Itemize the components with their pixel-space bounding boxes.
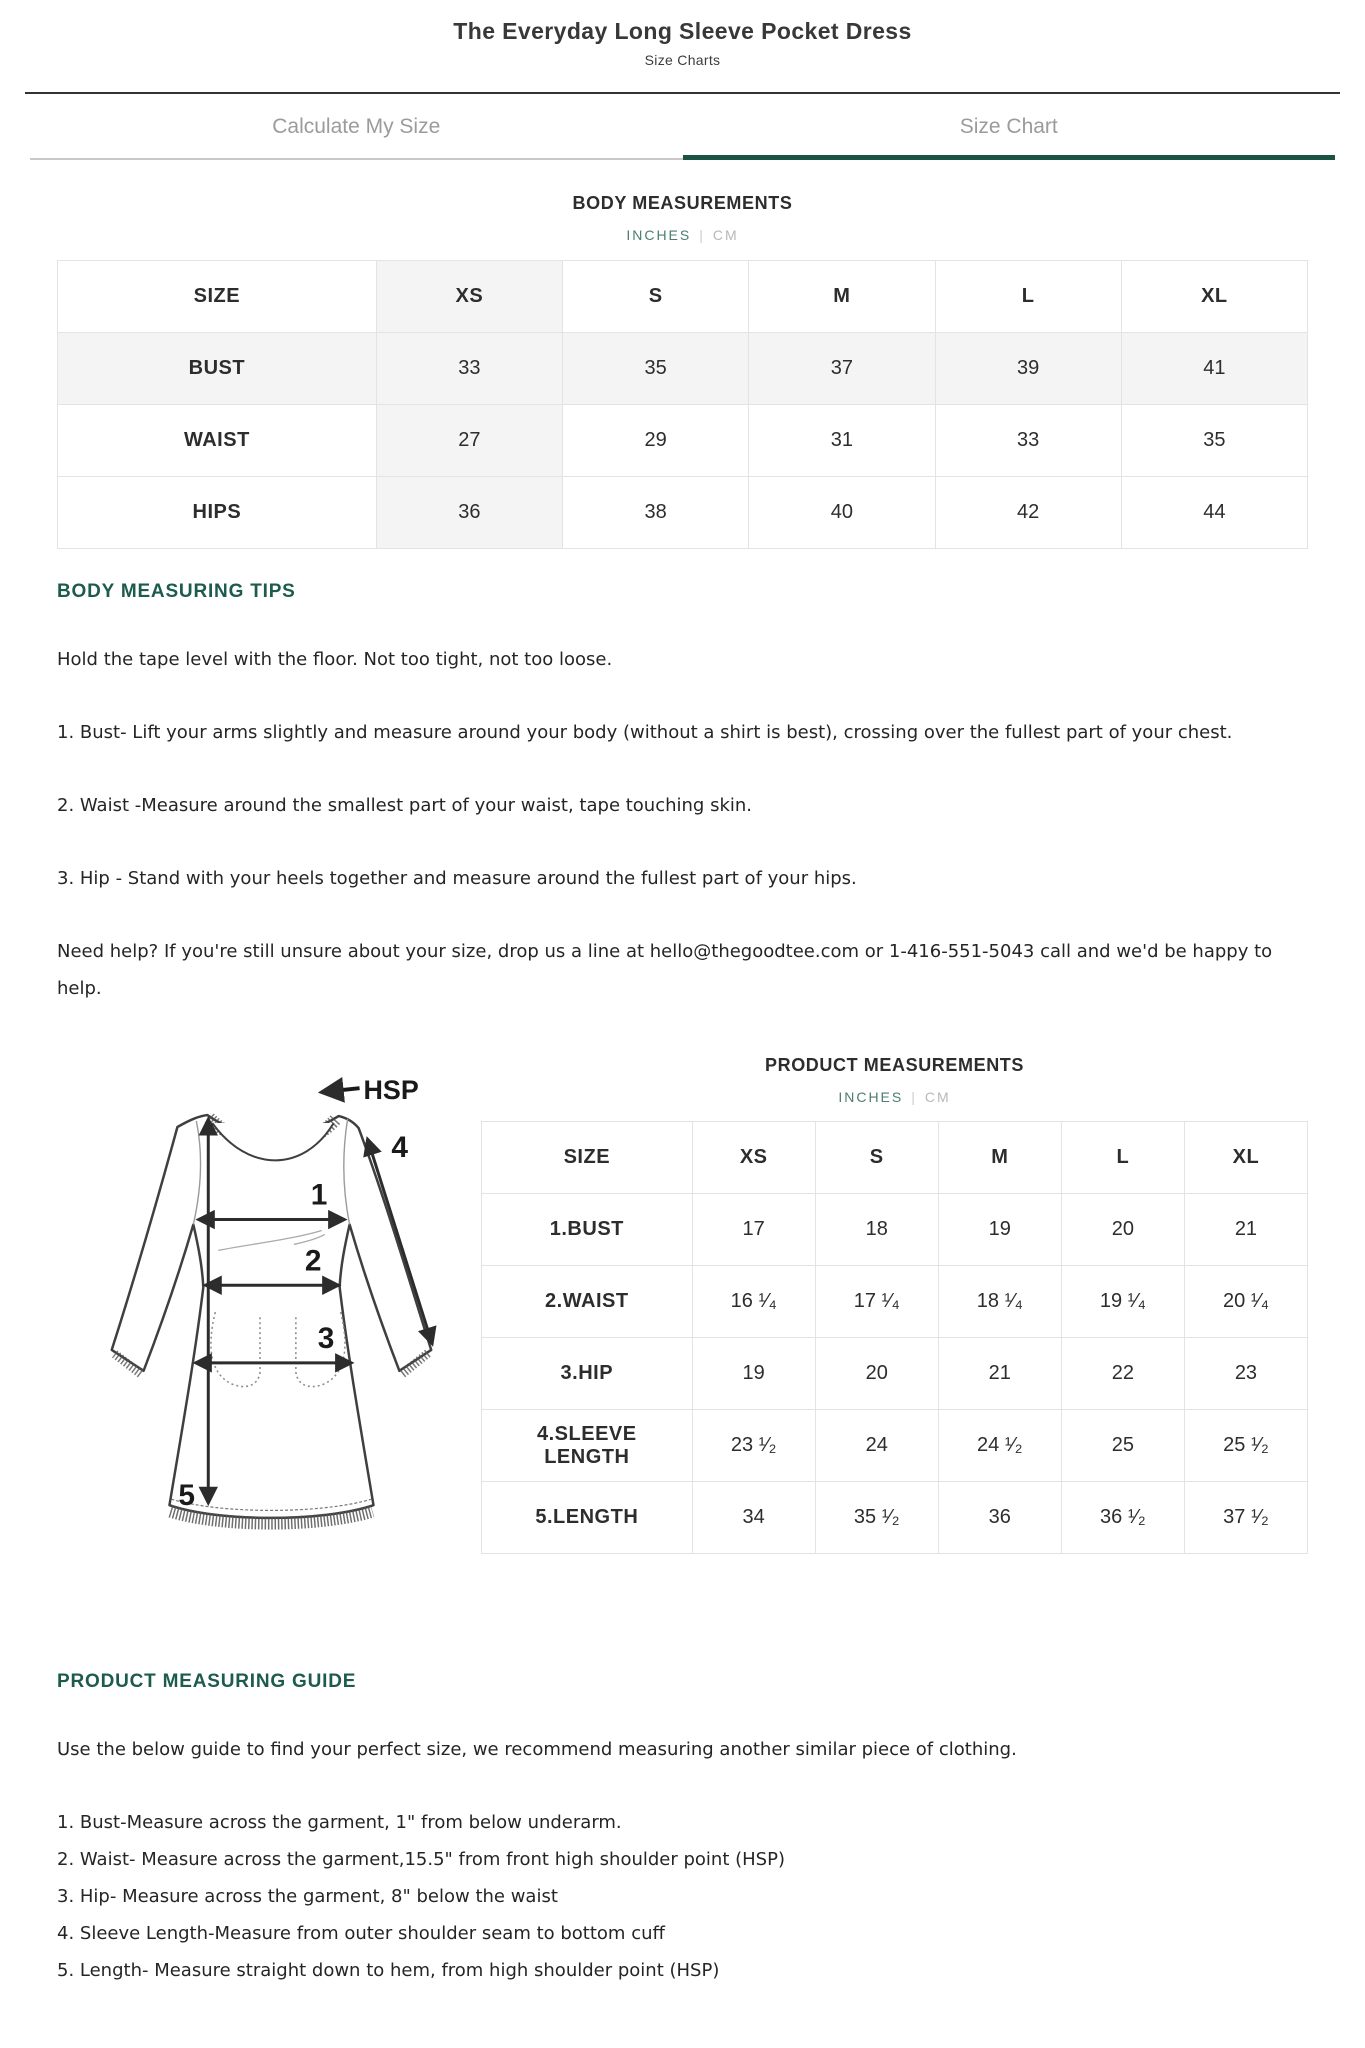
row-label-cell: 1.BUST (482, 1194, 693, 1266)
table-cell: 25 (1061, 1410, 1184, 1482)
tip-paragraph: 3. Hip - Stand with your heels together and measure around the fullest part of your hips. (57, 868, 857, 889)
table-row (58, 405, 1308, 477)
body-measuring-tips-section (57, 581, 1308, 1007)
body-measurements-title: BODY MEASUREMENTS (572, 193, 793, 213)
row-label-cell: BUST (58, 333, 377, 405)
row-label-cell: 4.SLEEVE LENGTH (482, 1410, 693, 1482)
table-row (482, 1338, 1308, 1410)
table-header-cell: L (1061, 1122, 1184, 1194)
table-row (58, 333, 1308, 405)
table-cell: 16 ¹⁄₄ (692, 1266, 815, 1338)
table-cell: 20 (1061, 1194, 1184, 1266)
units-cm-product[interactable]: CM (924, 1089, 951, 1105)
table-cell: 31 (749, 405, 935, 477)
measure-label-1: 1 (310, 1178, 328, 1212)
tab-label: Size Chart (959, 115, 1058, 138)
table-cell: 36 ¹⁄₂ (1061, 1482, 1184, 1554)
product-measurements-title: PRODUCT MEASUREMENTS (764, 1055, 1024, 1075)
table-cell: 34 (692, 1482, 815, 1554)
product-measurements-panel (481, 1055, 1308, 1619)
body-measuring-tips-title: BODY MEASURING TIPS (57, 581, 296, 602)
table-cell: 35 (1121, 405, 1307, 477)
table-cell: 18 ¹⁄₄ (938, 1266, 1061, 1338)
units-cm-body[interactable]: CM (712, 227, 739, 243)
row-label-cell: 5.LENGTH (482, 1482, 693, 1554)
table-header-cell: S (815, 1122, 938, 1194)
dress-outline (112, 1115, 431, 1518)
measure-label-4: 4 (391, 1130, 409, 1164)
table-header-cell: M (938, 1122, 1061, 1194)
tip-paragraph: 1. Bust- Lift your arms slightly and measure around your body (without a shirt is best), crossing over the fullest part of your chest. (57, 722, 1233, 743)
table-cell: 44 (1121, 477, 1307, 549)
table-cell: 25 ¹⁄₂ (1184, 1410, 1307, 1482)
guide-item: 4. Sleeve Length-Measure from outer shoulder seam to bottom cuff (57, 1923, 665, 1944)
body-units-toggle (57, 227, 1308, 243)
table-cell: 27 (376, 405, 562, 477)
table-cell: 20 ¹⁄₄ (1184, 1266, 1307, 1338)
units-divider: | (699, 227, 705, 243)
table-cell: 37 ¹⁄₂ (1184, 1482, 1307, 1554)
table-cell: 19 (938, 1194, 1061, 1266)
table-header-cell: XS (692, 1122, 815, 1194)
table-cell: 29 (563, 405, 749, 477)
table-cell: 35 (563, 333, 749, 405)
guide-intro: Use the below guide to find your perfect size, we recommend measuring another similar piece of clothing. (57, 1739, 1017, 1760)
table-header-cell: SIZE (482, 1122, 693, 1194)
tab-label: Calculate My Size (272, 115, 441, 138)
table-cell: 18 (815, 1194, 938, 1266)
table-cell: 20 (815, 1338, 938, 1410)
table-cell: 33 (376, 333, 562, 405)
guide-item: 3. Hip- Measure across the garment, 8" below the waist (57, 1886, 558, 1907)
table-header-row (482, 1122, 1308, 1194)
units-inches-product[interactable]: INCHES (838, 1089, 904, 1105)
table-cell: 24 ¹⁄₂ (938, 1410, 1061, 1482)
dress-diagram-svg (57, 1055, 475, 1615)
tip-paragraph: Hold the tape level with the floor. Not too tight, not too loose. (57, 649, 613, 670)
page-subtitle: Size Charts (644, 52, 721, 68)
table-header-cell: S (563, 261, 749, 333)
table-row (58, 477, 1308, 549)
table-cell: 24 (815, 1410, 938, 1482)
body-measurements-table (57, 260, 1308, 549)
row-label-cell: 2.WAIST (482, 1266, 693, 1338)
table-cell: 39 (935, 333, 1121, 405)
units-divider: | (911, 1089, 917, 1105)
table-cell: 40 (749, 477, 935, 549)
table-header-cell: SIZE (58, 261, 377, 333)
product-units-toggle (481, 1089, 1308, 1105)
table-cell: 21 (938, 1338, 1061, 1410)
product-measuring-guide-section (57, 1671, 1308, 1989)
table-cell: 23 ¹⁄₂ (692, 1410, 815, 1482)
guide-item: 1. Bust-Measure across the garment, 1" from below underarm. (57, 1812, 622, 1833)
dress-measurement-diagram (57, 1055, 475, 1619)
tab-calculate-my-size[interactable] (30, 94, 683, 160)
table-cell: 22 (1061, 1338, 1184, 1410)
tip-paragraph: 2. Waist -Measure around the smallest part of your waist, tape touching skin. (57, 795, 753, 816)
product-measurements-section (57, 1055, 1308, 1619)
measure-label-2: 2 (304, 1244, 322, 1278)
units-inches-body[interactable]: INCHES (626, 227, 692, 243)
table-cell: 19 ¹⁄₄ (1061, 1266, 1184, 1338)
page-title: The Everyday Long Sleeve Pocket Dress (453, 18, 912, 44)
table-cell: 17 (692, 1194, 815, 1266)
body-measurements-section (57, 193, 1308, 549)
table-header-cell: M (749, 261, 935, 333)
table-cell: 41 (1121, 333, 1307, 405)
table-header-cell: XL (1121, 261, 1307, 333)
guide-item: 5. Length- Measure straight down to hem, from high shoulder point (HSP) (57, 1960, 720, 1981)
product-measuring-guide-title: PRODUCT MEASURING GUIDE (57, 1671, 357, 1692)
table-cell: 36 (938, 1482, 1061, 1554)
hsp-arrow (322, 1088, 360, 1092)
row-label-cell: HIPS (58, 477, 377, 549)
table-cell: 21 (1184, 1194, 1307, 1266)
table-cell: 33 (935, 405, 1121, 477)
table-cell: 19 (692, 1338, 815, 1410)
row-label-cell: 3.HIP (482, 1338, 693, 1410)
table-cell: 38 (563, 477, 749, 549)
table-cell: 42 (935, 477, 1121, 549)
table-header-cell: XL (1184, 1122, 1307, 1194)
table-header-cell: XS (376, 261, 562, 333)
tab-size-chart[interactable] (683, 94, 1336, 160)
row-label-cell: WAIST (58, 405, 377, 477)
table-row (482, 1482, 1308, 1554)
table-cell: 23 (1184, 1338, 1307, 1410)
guide-item: 2. Waist- Measure across the garment,15.5" from front high shoulder point (HSP) (57, 1849, 785, 1870)
table-row (482, 1194, 1308, 1266)
measure-label-5: 5 (178, 1479, 196, 1513)
page-header (0, 0, 1365, 68)
table-header-cell: L (935, 261, 1121, 333)
table-cell: 37 (749, 333, 935, 405)
measure-label-3: 3 (317, 1321, 335, 1355)
product-measurements-table (481, 1121, 1308, 1554)
table-row (482, 1410, 1308, 1482)
hsp-label: HSP (363, 1075, 419, 1106)
table-row (482, 1266, 1308, 1338)
table-cell: 17 ¹⁄₄ (815, 1266, 938, 1338)
table-cell: 35 ¹⁄₂ (815, 1482, 938, 1554)
table-cell: 36 (376, 477, 562, 549)
tip-paragraph: Need help? If you're still unsure about your size, drop us a line at hello@thegoodtee.com or 1-416-551-5043 call and we'd be happy to help. (57, 941, 1273, 999)
table-header-row (58, 261, 1308, 333)
tab-bar (30, 94, 1335, 160)
